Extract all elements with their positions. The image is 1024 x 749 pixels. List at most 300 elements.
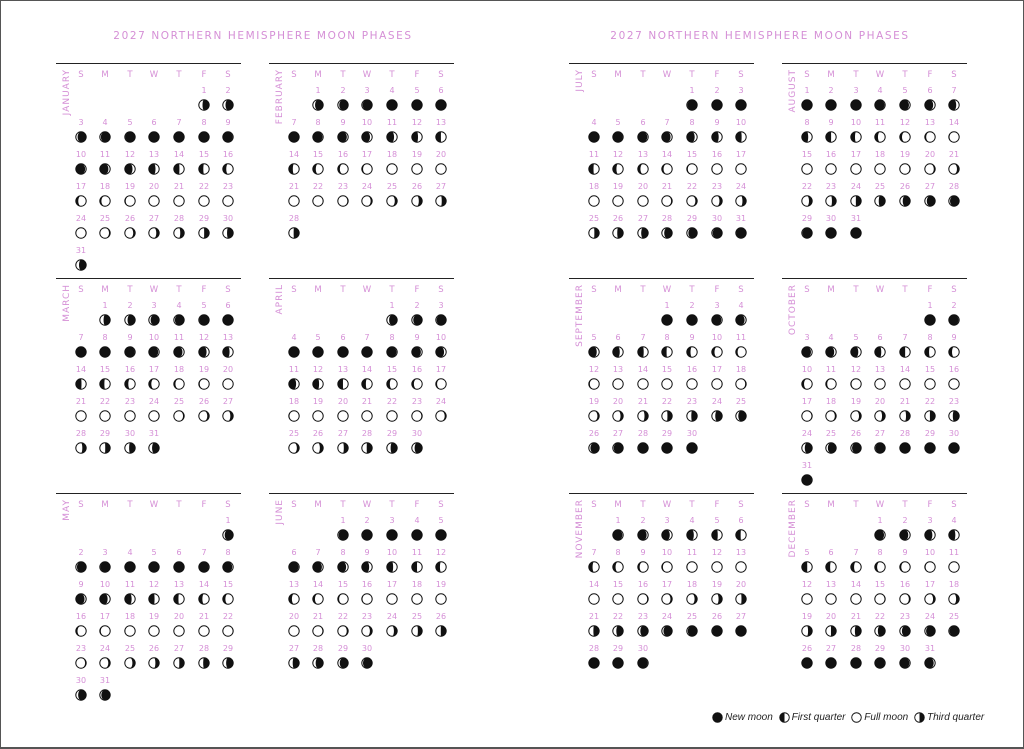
moon-phase-icon <box>312 99 324 111</box>
weekday-header: T <box>340 285 346 295</box>
moon-phase-icon <box>825 561 837 573</box>
moon-phase-icon <box>850 657 862 669</box>
moon-phase-icon <box>99 689 111 701</box>
day-number: 24 <box>735 182 747 191</box>
day-number: 16 <box>637 580 649 589</box>
moon-phase-icon <box>735 378 747 390</box>
weekday-header: M <box>827 70 835 80</box>
day-number: 9 <box>225 118 231 127</box>
moon-phase-icon <box>948 195 960 207</box>
day-number: 11 <box>874 118 886 127</box>
moon-phase-icon <box>850 131 862 143</box>
day-number: 24 <box>661 612 673 621</box>
moon-phase-icon <box>435 131 447 143</box>
day-number: 8 <box>201 118 207 127</box>
day-number: 26 <box>588 429 600 438</box>
moon-phase-icon <box>361 195 373 207</box>
day-number: 30 <box>686 429 698 438</box>
moon-phase-icon <box>337 378 349 390</box>
moon-phase-icon <box>850 378 862 390</box>
day-number: 14 <box>588 580 600 589</box>
moon-phase-icon <box>711 593 723 605</box>
moon-phase-icon <box>288 378 300 390</box>
moon-phase-icon <box>588 410 600 422</box>
moon-phase-icon <box>173 657 185 669</box>
month-december <box>782 493 967 693</box>
day-number: 13 <box>222 333 234 342</box>
day-number: 13 <box>924 118 936 127</box>
moon-phase-icon <box>637 625 649 637</box>
moon-phase-icon <box>948 378 960 390</box>
weekday-header: S <box>78 70 84 80</box>
day-number: 19 <box>312 397 324 406</box>
day-number: 24 <box>99 644 111 653</box>
day-number: 11 <box>99 150 111 159</box>
day-number: 10 <box>75 150 87 159</box>
month-name: JUNE <box>275 499 285 525</box>
weekday-header: M <box>101 70 109 80</box>
day-number: 10 <box>735 118 747 127</box>
day-number: 2 <box>414 301 420 310</box>
day-number: 18 <box>386 150 398 159</box>
moon-phase-icon <box>661 195 673 207</box>
moon-phase-icon <box>735 593 747 605</box>
day-number: 10 <box>924 548 936 557</box>
day-number: 30 <box>637 644 649 653</box>
moon-phase-icon <box>75 689 87 701</box>
moon-phase-icon <box>173 131 185 143</box>
moon-phase-icon <box>735 529 747 541</box>
month-name: MARCH <box>62 284 72 322</box>
day-number: 25 <box>173 397 185 406</box>
moon-phase-icon <box>588 625 600 637</box>
moon-phase-icon <box>612 410 624 422</box>
day-number: 31 <box>850 214 862 223</box>
legend-first-quarter-label: First quarter <box>791 712 846 723</box>
moon-phase-icon <box>588 346 600 358</box>
weekday-header: S <box>225 500 231 510</box>
legend-new-moon <box>712 712 773 723</box>
day-number: 29 <box>222 644 234 653</box>
day-number: 6 <box>340 333 346 342</box>
moon-phase-icon <box>735 561 747 573</box>
moon-phase-icon <box>75 625 87 637</box>
moon-phase-icon <box>386 346 398 358</box>
weekday-header: M <box>827 285 835 295</box>
weekday-header: T <box>902 285 908 295</box>
weekday-header: T <box>340 500 346 510</box>
moon-phase-icon <box>637 657 649 669</box>
day-number: 11 <box>411 548 423 557</box>
day-number: 17 <box>386 580 398 589</box>
moon-phase-icon <box>173 227 185 239</box>
weekday-header: F <box>201 500 207 510</box>
moon-phase-icon <box>173 163 185 175</box>
day-number: 11 <box>948 548 960 557</box>
day-number: 20 <box>435 150 447 159</box>
moon-phase-icon <box>899 593 911 605</box>
moon-phase-icon <box>386 163 398 175</box>
day-number: 28 <box>661 214 673 223</box>
moon-phase-icon <box>124 657 136 669</box>
day-number: 9 <box>127 333 133 342</box>
weekday-header: M <box>101 285 109 295</box>
moon-phase-icon <box>75 657 87 669</box>
moon-phase-icon <box>588 195 600 207</box>
day-number: 17 <box>75 182 87 191</box>
day-number: 14 <box>850 580 862 589</box>
weekday-header: S <box>591 500 597 510</box>
month-rule <box>569 493 754 494</box>
day-number: 15 <box>312 150 324 159</box>
day-number: 14 <box>899 365 911 374</box>
moon-phase-icon <box>312 378 324 390</box>
day-number: 15 <box>337 580 349 589</box>
moon-phase-icon <box>99 131 111 143</box>
weekday-header: T <box>176 500 182 510</box>
day-number: 3 <box>389 516 395 525</box>
moon-phase-icon <box>148 346 160 358</box>
moon-phase-icon <box>288 561 300 573</box>
moon-phase-icon <box>411 99 423 111</box>
moon-phase-icon <box>899 346 911 358</box>
weekday-header: W <box>149 70 159 80</box>
day-number: 13 <box>612 365 624 374</box>
day-number: 15 <box>222 580 234 589</box>
moon-phase-icon <box>337 346 349 358</box>
day-number: 18 <box>288 397 300 406</box>
day-number: 10 <box>435 333 447 342</box>
day-number: 10 <box>801 365 813 374</box>
weekday-header: F <box>927 285 933 295</box>
moon-phase-icon <box>801 561 813 573</box>
weekday-header: W <box>662 285 672 295</box>
moon-phase-icon <box>735 163 747 175</box>
moon-phase-icon <box>411 529 423 541</box>
moon-phase-icon <box>588 131 600 143</box>
day-number: 21 <box>899 397 911 406</box>
day-number: 17 <box>99 612 111 621</box>
day-number: 22 <box>386 397 398 406</box>
moon-phase-icon <box>612 442 624 454</box>
moon-phase-icon <box>874 131 886 143</box>
moon-phase-icon <box>198 593 210 605</box>
moon-phase-icon <box>411 314 423 326</box>
day-number: 3 <box>804 333 810 342</box>
month-rule <box>269 493 454 494</box>
day-number: 22 <box>874 612 886 621</box>
moon-phase-icon <box>411 561 423 573</box>
day-number: 4 <box>828 333 834 342</box>
moon-phase-icon <box>924 99 936 111</box>
month-name: JANUARY <box>62 69 72 116</box>
moon-phase-icon <box>148 314 160 326</box>
month-may <box>56 493 241 693</box>
moon-phase-icon <box>735 99 747 111</box>
day-number: 20 <box>825 612 837 621</box>
day-number: 18 <box>874 150 886 159</box>
day-number: 29 <box>661 429 673 438</box>
moon-phase-icon <box>75 163 87 175</box>
day-number: 4 <box>877 86 883 95</box>
moon-phase-icon <box>288 442 300 454</box>
weekday-header: W <box>875 70 885 80</box>
day-number: 11 <box>386 118 398 127</box>
weekday-header: S <box>804 285 810 295</box>
weekday-header: S <box>951 70 957 80</box>
moon-phase-icon <box>661 561 673 573</box>
moon-phase-icon <box>637 195 649 207</box>
moon-phase-icon <box>661 410 673 422</box>
day-number: 7 <box>664 118 670 127</box>
weekday-header: T <box>340 70 346 80</box>
day-number: 1 <box>201 86 207 95</box>
weekday-header: S <box>225 285 231 295</box>
day-number: 4 <box>689 516 695 525</box>
day-number: 17 <box>361 150 373 159</box>
moon-phase-icon <box>924 378 936 390</box>
moon-phase-icon <box>825 593 837 605</box>
day-number: 3 <box>364 86 370 95</box>
moon-phase-icon <box>411 410 423 422</box>
day-number: 27 <box>825 644 837 653</box>
day-number: 27 <box>874 429 886 438</box>
weekday-header: F <box>927 70 933 80</box>
moon-phase-icon <box>801 378 813 390</box>
day-number: 7 <box>78 333 84 342</box>
moon-phase-icon <box>850 346 862 358</box>
moon-phase-icon <box>411 131 423 143</box>
day-number: 8 <box>689 118 695 127</box>
moon-phase-icon <box>735 346 747 358</box>
full-moon-icon <box>851 712 862 723</box>
moon-phase-icon <box>686 314 698 326</box>
weekday-header: S <box>591 285 597 295</box>
moon-phase-icon <box>948 625 960 637</box>
legend-first-quarter <box>779 712 846 723</box>
moon-phase-icon <box>222 529 234 541</box>
day-number: 5 <box>201 301 207 310</box>
moon-phase-icon <box>75 346 87 358</box>
moon-phase-icon <box>337 442 349 454</box>
day-number: 26 <box>612 214 624 223</box>
first-quarter-icon <box>779 712 790 723</box>
day-number: 14 <box>75 365 87 374</box>
day-number: 20 <box>924 150 936 159</box>
day-number: 14 <box>948 118 960 127</box>
legend-new-moon-label: New moon <box>725 712 773 723</box>
day-number: 13 <box>148 150 160 159</box>
day-number: 7 <box>591 548 597 557</box>
day-number: 18 <box>173 365 185 374</box>
left-spread-title: 2027 NORTHERN HEMISPHERE MOON PHASES <box>113 30 413 42</box>
day-number: 10 <box>386 548 398 557</box>
moon-phase-icon <box>661 131 673 143</box>
day-number: 22 <box>801 182 813 191</box>
day-number: 30 <box>361 644 373 653</box>
day-number: 21 <box>361 397 373 406</box>
weekday-header: M <box>614 500 622 510</box>
moon-phase-icon <box>825 99 837 111</box>
weekday-header: T <box>853 500 859 510</box>
day-number: 2 <box>640 516 646 525</box>
moon-phase-icon <box>924 625 936 637</box>
day-number: 4 <box>127 548 133 557</box>
moon-phase-icon <box>124 410 136 422</box>
day-number: 16 <box>361 580 373 589</box>
day-number: 20 <box>337 397 349 406</box>
moon-phase-icon <box>337 561 349 573</box>
moon-phase-icon <box>924 314 936 326</box>
weekday-header: S <box>951 285 957 295</box>
day-number: 6 <box>738 516 744 525</box>
day-number: 26 <box>312 429 324 438</box>
day-number: 16 <box>222 150 234 159</box>
moon-phase-icon <box>948 346 960 358</box>
day-number: 4 <box>414 516 420 525</box>
moon-phase-icon <box>411 442 423 454</box>
day-number: 26 <box>850 429 862 438</box>
moon-phase-icon <box>899 625 911 637</box>
day-number: 14 <box>198 580 210 589</box>
day-number: 28 <box>312 644 324 653</box>
moon-phase-icon <box>686 195 698 207</box>
moon-phase-icon <box>222 410 234 422</box>
moon-phase-icon <box>435 346 447 358</box>
moon-phase-icon <box>850 163 862 175</box>
moon-phase-icon <box>411 625 423 637</box>
day-number: 2 <box>225 86 231 95</box>
moon-phase-icon <box>825 346 837 358</box>
moon-phase-icon <box>75 410 87 422</box>
moon-phase-icon <box>337 529 349 541</box>
day-number: 25 <box>686 612 698 621</box>
moon-phase-icon <box>711 131 723 143</box>
day-number: 30 <box>825 214 837 223</box>
moon-phase-icon <box>222 227 234 239</box>
weekday-header: S <box>438 285 444 295</box>
moon-phase-icon <box>874 625 886 637</box>
day-number: 23 <box>124 397 136 406</box>
month-name: NOVEMBER <box>575 499 585 559</box>
day-number: 28 <box>75 429 87 438</box>
month-august <box>782 63 967 263</box>
day-number: 22 <box>312 182 324 191</box>
day-number: 24 <box>435 397 447 406</box>
moon-phase-icon <box>99 163 111 175</box>
day-number: 13 <box>288 580 300 589</box>
moon-phase-icon <box>173 314 185 326</box>
day-number: 21 <box>173 182 185 191</box>
day-number: 2 <box>902 516 908 525</box>
day-number: 31 <box>99 676 111 685</box>
day-number: 17 <box>924 580 936 589</box>
day-number: 20 <box>874 397 886 406</box>
legend-third-quarter-label: Third quarter <box>926 712 985 723</box>
moon-phase-icon <box>361 163 373 175</box>
legend-full-moon-label: Full moon <box>864 712 909 723</box>
weekday-header: M <box>614 285 622 295</box>
day-number: 29 <box>612 644 624 653</box>
moon-phase-icon <box>435 410 447 422</box>
day-number: 7 <box>315 548 321 557</box>
day-number: 2 <box>689 301 695 310</box>
moon-phase-icon <box>801 346 813 358</box>
moon-phase-icon <box>148 625 160 637</box>
day-number: 8 <box>225 548 231 557</box>
weekday-header: W <box>875 285 885 295</box>
day-number: 5 <box>804 548 810 557</box>
day-number: 30 <box>899 644 911 653</box>
day-number: 17 <box>435 365 447 374</box>
weekday-header: T <box>640 285 646 295</box>
day-number: 27 <box>735 612 747 621</box>
day-number: 16 <box>124 365 136 374</box>
day-number: 12 <box>435 548 447 557</box>
moon-phase-icon <box>361 99 373 111</box>
day-number: 15 <box>99 365 111 374</box>
weekday-header: T <box>689 70 695 80</box>
moon-phase-icon <box>411 593 423 605</box>
moon-phase-icon <box>825 625 837 637</box>
moon-phase-icon <box>198 163 210 175</box>
day-number: 20 <box>612 397 624 406</box>
moon-phase-icon <box>874 195 886 207</box>
weekday-header: T <box>640 70 646 80</box>
day-number: 18 <box>825 397 837 406</box>
day-number: 18 <box>124 612 136 621</box>
day-number: 27 <box>612 429 624 438</box>
moon-phase-icon <box>899 442 911 454</box>
moon-phase-icon <box>948 131 960 143</box>
moon-phase-icon <box>222 593 234 605</box>
day-number: 17 <box>711 365 723 374</box>
month-rule <box>782 63 967 64</box>
weekday-header: S <box>225 70 231 80</box>
moon-phase-icon <box>435 625 447 637</box>
month-name: APRIL <box>275 284 285 315</box>
moon-phase-icon <box>124 314 136 326</box>
day-number: 6 <box>640 118 646 127</box>
moon-phase-icon <box>99 346 111 358</box>
month-name: SEPTEMBER <box>575 284 585 347</box>
day-number: 8 <box>877 548 883 557</box>
moon-phase-icon <box>222 314 234 326</box>
day-number: 5 <box>615 118 621 127</box>
day-number: 8 <box>315 118 321 127</box>
day-number: 3 <box>738 86 744 95</box>
day-number: 22 <box>337 612 349 621</box>
moon-phase-icon <box>435 378 447 390</box>
day-number: 24 <box>361 182 373 191</box>
weekday-header: M <box>101 500 109 510</box>
day-number: 22 <box>198 182 210 191</box>
day-number: 3 <box>714 301 720 310</box>
day-number: 21 <box>850 612 862 621</box>
moon-phase-icon <box>899 561 911 573</box>
day-number: 28 <box>948 182 960 191</box>
day-number: 23 <box>411 397 423 406</box>
moon-phase-icon <box>361 442 373 454</box>
moon-phase-icon <box>801 657 813 669</box>
moon-phase-icon <box>924 195 936 207</box>
day-number: 6 <box>438 86 444 95</box>
moon-phase-icon <box>924 410 936 422</box>
weekday-header: S <box>291 500 297 510</box>
moon-phase-icon <box>948 442 960 454</box>
month-september <box>569 278 754 478</box>
weekday-header: S <box>291 285 297 295</box>
